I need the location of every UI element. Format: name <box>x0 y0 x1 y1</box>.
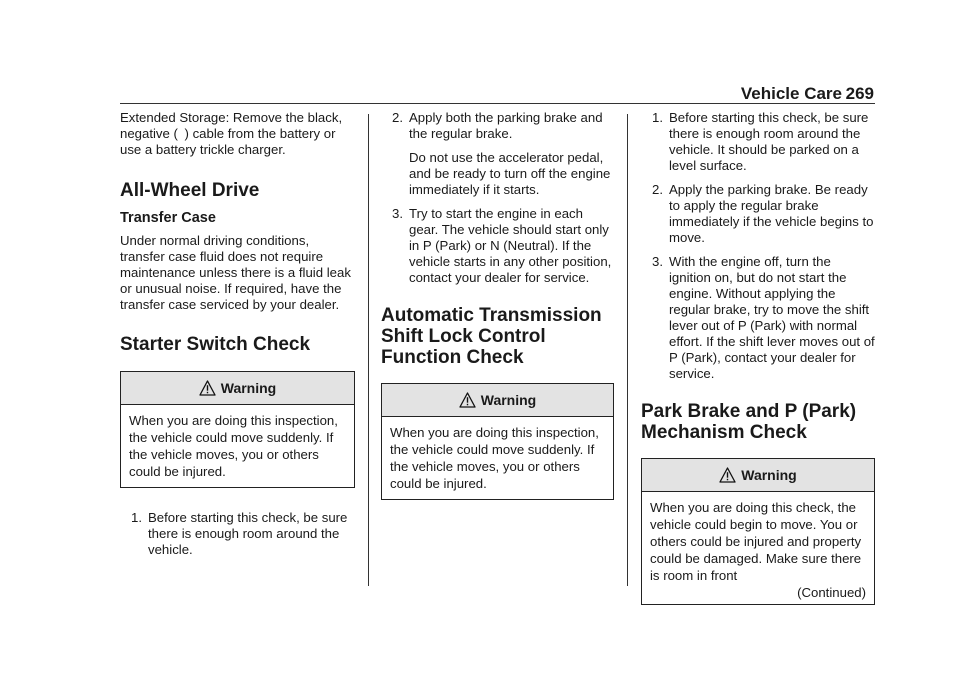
warning-box <box>120 371 355 488</box>
warning-title: Warning <box>741 467 797 483</box>
list-text: Before starting this check, be sure there is enough room around the vehicle. It should be parked on a level surface. <box>669 110 869 173</box>
list-text: Apply the parking brake. Be ready to apply the regular brake immediately if the vehicle begins to move. <box>669 182 874 245</box>
warning-text-container <box>642 492 874 604</box>
list-text: With the engine off, turn the ignition on, but do not start the engine. Without applying the regular brake, try to move the shift lever out of P (Park) with normal effort. If the shift lever moves out of P (Park), contact your dealer for service. <box>669 254 875 381</box>
warning-triangle-icon <box>199 380 216 396</box>
column-3 <box>641 110 875 605</box>
list-note: Do not use the accelerator pedal, and be ready to turn off the engine immediately if it starts. <box>409 150 611 197</box>
list-item <box>381 206 614 286</box>
list-number: 1. <box>131 510 142 525</box>
list-item <box>641 254 875 382</box>
heading-starter-switch-check: Starter Switch Check <box>120 334 311 355</box>
list-item <box>641 182 875 246</box>
list-item <box>381 110 614 142</box>
warning-triangle-icon <box>719 467 736 483</box>
list-number: 3. <box>392 206 403 221</box>
heading-all-wheel-drive: All-Wheel Drive <box>120 180 260 201</box>
warning-text: When you are doing this check, the vehicle could begin to move. You or others could be injured and property could be damaged. Make sure there is room in front <box>650 500 862 583</box>
extended-storage-paragraph: Extended Storage: Remove the black, negative ( ) cable from the battery or use a battery trickle charger. <box>120 110 343 157</box>
section-title: Vehicle Care <box>740 84 842 103</box>
warning-header <box>382 384 613 417</box>
column-1 <box>120 110 355 558</box>
warning-header <box>121 372 354 405</box>
list-item <box>641 110 875 174</box>
list-number: 2. <box>392 110 403 125</box>
page-number: 269 <box>845 84 874 103</box>
list-text: Apply both the parking brake and the regular brake. <box>409 110 603 141</box>
page-header <box>0 80 960 104</box>
warning-header <box>642 459 874 492</box>
column-2 <box>381 110 614 500</box>
header-rule <box>120 103 875 104</box>
warning-triangle-icon <box>459 392 476 408</box>
list-number: 1. <box>652 110 663 125</box>
warning-box <box>641 458 875 605</box>
heading-park-brake-check: Park Brake and P (Park) Mechanism Check <box>641 401 857 443</box>
list-text: Try to start the engine in each gear. The vehicle should start only in P (Park) or N (Neutral). If the vehicle starts in any other position, contact your dealer for service. <box>409 206 612 285</box>
warning-text: When you are doing this inspection, the vehicle could move suddenly. If the vehicle moves, you or others could be injured. <box>129 413 338 479</box>
list-text: Before starting this check, be sure there is enough room around the vehicle. <box>148 510 348 557</box>
column-divider <box>368 114 369 586</box>
list-number: 2. <box>652 182 663 197</box>
list-item <box>120 510 355 558</box>
heading-shift-lock-check: Automatic Transmission Shift Lock Control Function Check <box>381 305 602 368</box>
transfer-case-paragraph: Under normal driving conditions, transfer case fluid does not require maintenance unless there is a fluid leak or unusual noise. If required, have the transfer case serviced by your dealer. <box>120 233 351 312</box>
list-number: 3. <box>652 254 663 269</box>
heading-transfer-case: Transfer Case <box>120 210 216 226</box>
continued-label: (Continued) <box>797 585 866 600</box>
warning-box <box>381 383 614 500</box>
warning-title: Warning <box>220 380 277 396</box>
warning-title: Warning <box>480 392 537 408</box>
warning-text: When you are doing this inspection, the vehicle could move suddenly. If the vehicle moves, you or others could be injured. <box>390 425 599 491</box>
column-divider <box>627 114 628 586</box>
